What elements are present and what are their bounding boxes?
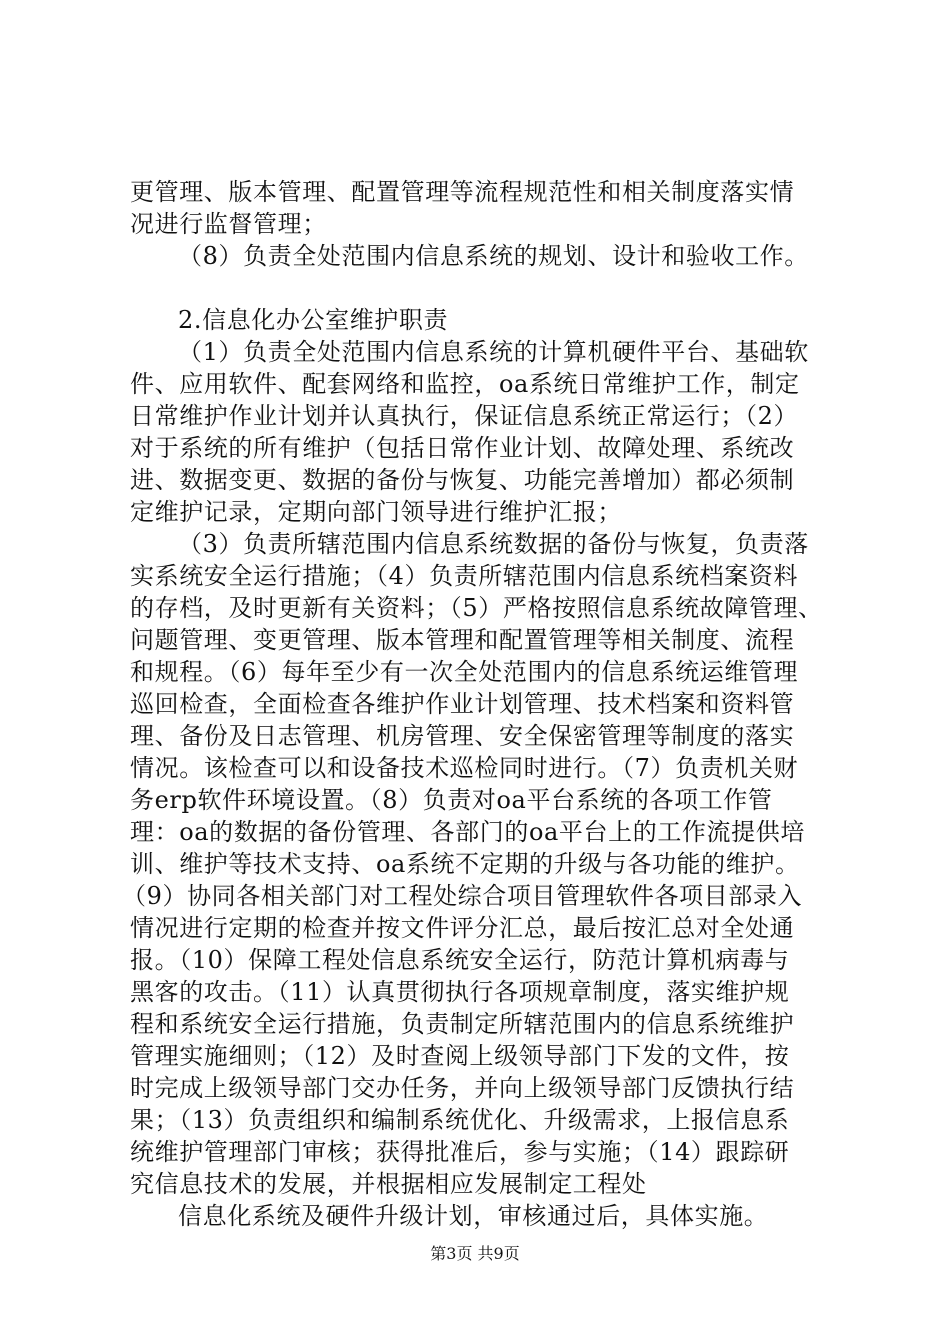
text-line: 情况。该检查可以和设备技术巡检同时进行。（7）负责机关财 — [130, 754, 799, 782]
text-line: 究信息技术的发展，并根据相应发展制定工程处 — [130, 1170, 647, 1198]
text-line: 进、数据变更、数据的备份与恢复、功能完善增加）都必须制 — [130, 466, 795, 494]
text-line: 果；（13）负责组织和编制系统优化、升级需求，上报信息系 — [130, 1106, 790, 1134]
text-line: 情况进行定期的检查并按文件评分汇总，最后按汇总对全处通 — [130, 914, 795, 942]
text-line: 巡回检查，全面检查各维护作业计划管理、技术档案和资料管 — [130, 690, 795, 718]
text-line: 信息化系统及硬件升级计划，审核通过后，具体实施。 — [178, 1202, 769, 1230]
text-line: 和规程。（6）每年至少有一次全处范围内的信息系统运维管理 — [130, 658, 799, 686]
page-number-footer: 第3页 共9页 — [430, 1244, 520, 1263]
text-line: （9）协同各相关部门对工程处综合项目管理软件各项目部录入 — [122, 882, 803, 910]
text-line: 对于系统的所有维护（包括日常作业计划、故障处理、系统改 — [130, 434, 795, 462]
text-line: 问题管理、变更管理、版本管理和配置管理等相关制度、流程 — [130, 626, 795, 654]
text-line: 理、备份及日志管理、机房管理、安全保密管理等制度的落实 — [130, 722, 795, 750]
text-line: 定维护记录，定期向部门领导进行维护汇报； — [130, 498, 622, 526]
text-line: 件、应用软件、配套网络和监控，oa系统日常维护工作，制定 — [130, 370, 800, 398]
text-line: 日常维护作业计划并认真执行，保证信息系统正常运行；（2） — [130, 402, 799, 430]
text-line: 黑客的攻击。（11）认真贯彻执行各项规章制度，落实维护规 — [130, 978, 790, 1006]
section-heading: 2.信息化办公室维护职责 — [178, 306, 449, 334]
text-line: 报。（10）保障工程处信息系统安全运行，防范计算机病毒与 — [130, 946, 790, 974]
text-line: 务erp软件环境设置。（8）负责对oa平台系统的各项工作管 — [130, 786, 773, 814]
text-line: 更管理、版本管理、配置管理等流程规范性和相关制度落实情 — [130, 178, 795, 206]
text-line: 理：oa的数据的备份管理、各部门的oa平台上的工作流提供培 — [130, 818, 805, 846]
text-line: （8）负责全处范围内信息系统的规划、设计和验收工作。 — [178, 242, 809, 270]
text-line: 程和系统安全运行措施，负责制定所辖范围内的信息系统维护 — [130, 1010, 795, 1038]
text-line: 况进行监督管理； — [130, 210, 327, 238]
text-line: 的存档，及时更新有关资料；（5）严格按照信息系统故障管理、 — [130, 594, 823, 622]
text-line: 时完成上级领导部门交办任务，并向上级领导部门反馈执行结 — [130, 1074, 795, 1102]
text-line: 实系统安全运行措施；（4）负责所辖范围内信息系统档案资料 — [130, 562, 799, 590]
text-line: （3）负责所辖范围内信息系统数据的备份与恢复，负责落 — [178, 530, 809, 558]
text-line: 统维护管理部门审核；获得批准后，参与实施；（14）跟踪研 — [130, 1138, 790, 1166]
text-line: （1）负责全处范围内信息系统的计算机硬件平台、基础软 — [178, 338, 809, 366]
text-line: 训、维护等技术支持、oa系统不定期的升级与各功能的维护。 — [130, 850, 800, 878]
text-line: 管理实施细则；（12）及时查阅上级领导部门下发的文件，按 — [130, 1042, 790, 1070]
